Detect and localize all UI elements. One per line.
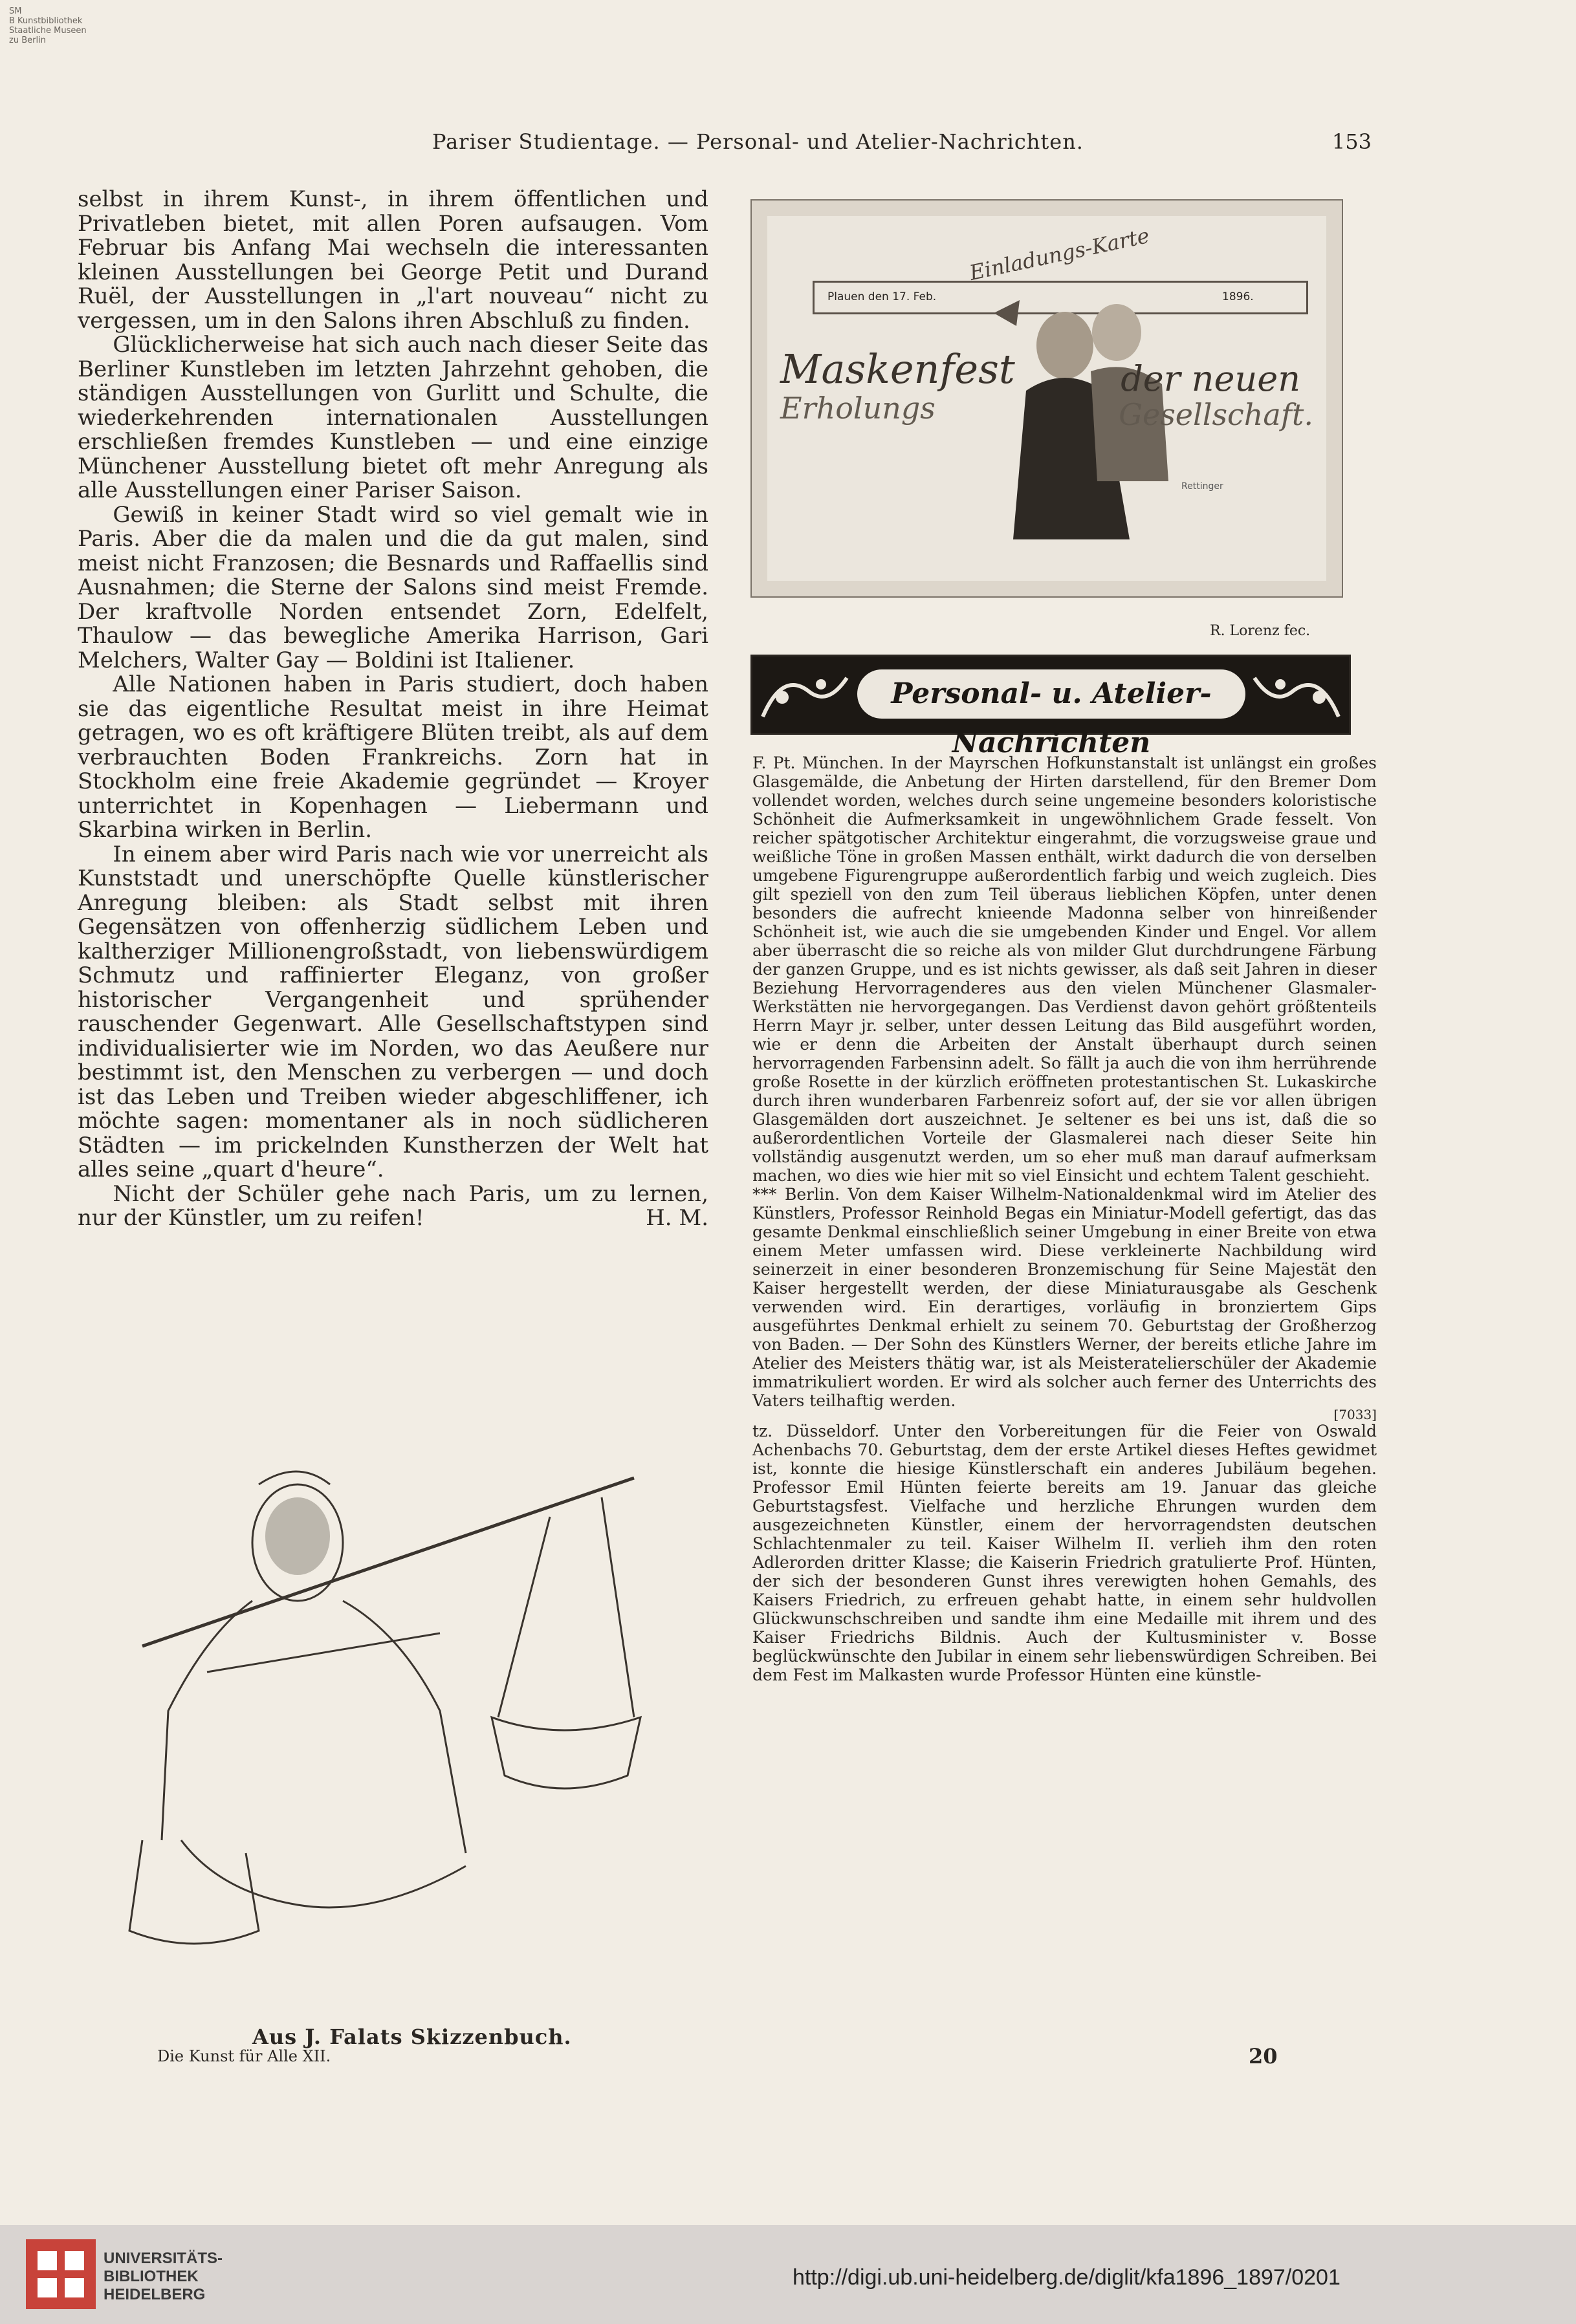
journal-footer: Die Kunst für Alle XII. (157, 2047, 331, 2065)
card-left-line1: Maskenfest (780, 345, 1015, 393)
running-head (78, 129, 1372, 155)
illustration-caption: Aus J. Falats Skizzenbuch. (252, 2025, 572, 2049)
library-stamp: SM B Kunstbibliothek Staatliche Museen zu Berlin (9, 6, 87, 45)
news-item-duesseldorf: tz. Düsseldorf. Unter den Vorbereitungen für die Feier von Oswald Achenbachs 70. Geburtstag, dem der erste Artikel dieses Heftes gewidmet ist, konnte die hiesige Künstlerschaft ein anderes Jubiläum begehen. Professor Emil Hünten feierte bereits am 19. Januar das gleiche Geburtstagsfest. Vielfache und herzliche Ehrungen wurden dem ausgezeichneten Künstler, einem der hervorragendsten deutschen Schlachtenmaler zu teil. Kaiser Wilhelm II. verlieh ihm den roten Adlerorden dritter Klasse; die Kaiserin Friedrich gratulierte Prof. Hünten, der sich der besonderen Gunst ihres verewigten hohen Gemahls, des Kaisers Friedrich, zu erfreuen gehabt hatte, in einem sehr huldvollen Glückwunschschreiben und sandte ihm eine Medaille mit ihrem und des Kaiser Friedrichs Bildnis. Auch der Kultusminister v. Bosse beglückwünschte den Jubilar in einem sehr liebenswürdigen Schreiben. Bei dem Fest im Malkasten wurde Professor Hünten eine künstle- (752, 1422, 1377, 1684)
card-small-signature: Rettinger (1181, 481, 1223, 492)
card-right-line1: der neuen (1121, 358, 1300, 399)
author-signature: H. M. (646, 1205, 708, 1231)
running-title: Pariser Studientage. — Personal- und Atelier-Nachrichten. (432, 129, 1084, 154)
page-number: 153 (1331, 129, 1372, 154)
news-item-berlin: *** Berlin. Von dem Kaiser Wilhelm-Nationaldenkmal wird im Atelier des Künstlers, Professor Reinhold Begas ein Miniatur-Modell gefertigt, das das gesamte Denkmal einschließlich seiner Umgebung in einer Breite von etwa einem Meter umfassen wird. Diese verkleinerte Nachbildung wird seinerzeit in einer besonderen Bronzemischung für Seine Majestät den Kaiser hergestellt werden, der diese Miniaturausgabe als Geschenk verwenden wird. Ein derartiges, vorläufig in bronziertem Gips ausgeführtes Denkmal erhielt zu seinem 70. Geburtstag der Großherzog von Baden. — Der Sohn des Künstlers Werner, der bereits etliche Jahre im Atelier des Meisters thätig war, ist als Meisteratelierschüler der Akademie immatrikuliert worden. Er wird als solcher auch ferner des Unterrichts des Vaters teilhaftig werden. (752, 1185, 1377, 1410)
section-banner (750, 655, 1351, 759)
sketch-water-carrier-illustration (104, 1439, 673, 2008)
card-right-line2: Gesellschaft. (1119, 397, 1313, 432)
signature-mark: 20 (1249, 2044, 1278, 2069)
paragraph: Alle Nationen haben in Paris studiert, doch haben sie das eigentliche Resultat meist in ihre Heimat getragen, wo es oft kräftigere Blüten treibt, als auf dem verbrauchten Boden Frankreichs. Zorn hat in Stockholm eine freie Akademie gegründet — Kroyer unterrichtet in Kopenhagen — Liebermann und Skarbina wirken in Berlin. (78, 671, 708, 843)
banner-ornament-right (1248, 658, 1345, 731)
card-credit: R. Lorenz fec. (1210, 623, 1311, 639)
invitation-card-illustration (750, 199, 1343, 598)
card-ornament-title: Einladungs-Karte (967, 223, 1152, 286)
news-item-muenchen: F. Pt. München. In der Mayrschen Hofkunstanstalt ist unlängst ein großes Glasgemälde, die Anbetung der Hirten darstellend, für den Bremer Dom vollendet worden, welches durch seine ungemeine besonders koloristische Schönheit die Aufmerksamkeit in ungewöhnlichem Grade fesselt. Von reicher spätgotischer Architektur eingerahmt, die vorzugsweise graue und weißliche Töne in großen Massen enthält, wirkt dadurch die von derselben umgebene Figurengruppe außerordentlich farbig und weich zugleich. Dies gilt speziell von den zum Teil überaus lieblichen Köpfen, unter denen besonders die aufrecht knieende Madonna selber von hinreißender Schönheit ist, wie auch die sie umgebenden Kinder und Engel. Vor allem aber überrascht die so reiche als von milder Glut durchdrungene Färbung der ganzen Gruppe, und es ist nichts gewisser, als daß seit Jahren in dieser Beziehung Hervorragenderes aus den vielen Münchener Glasmaler-Werkstätten nie hervorgegangen. Das Verdienst davon gehört größtenteils Herrn Mayr jr. selber, unter dessen Leitung das Bild ausgeführt worden, wie er denn die Arbeiten der Anstalt überhaupt durch seinen hervorragenden Farbensinn adelt. So fällt ja auch die von ihm herrührende große Rosette in der kürzlich eröffneten protestantischen St. Lukaskirche durch ihren wunderbaren Farbenreiz sofort auf, der sie vor allen übrigen Glasgemälden dort auszeichnet. Je seltener es bei uns ist, daß die so außerordentlichen Vorteile der Glasmalerei nach dieser Seite hin vollständig ausgenutzt werden, um so eher muß man darauf aufmerksam machen, wo dies wie hier mit so viel Einsicht und echtem Talent geschieht. (752, 754, 1377, 1185)
closing-sentence: Nicht der Schüler gehe nach Paris, um zu lernen, nur der Künstler, um zu reifen! (78, 1180, 708, 1231)
item-code: [7033] (1333, 1407, 1377, 1422)
banner-title: Personal- u. Atelier-Nachrichten (857, 669, 1245, 719)
card-left-line2: Erholungs (780, 391, 936, 426)
right-column (752, 754, 1377, 1684)
library-footer-bar (0, 2225, 1576, 2324)
card-date-right: 1896. (1222, 290, 1254, 303)
paragraph: Glücklicherweise hat sich auch nach dieser Seite das Berliner Kunstleben im letzten Jahrzehnt gehoben, die ständigen Ausstellungen von Gurlitt und Schulte, die wiederkehrenden internationalen Ausstellungen erschließen fremdes Kunstleben — und eine einzige Münchener Ausstellung bietet oft mehr Anregung als alle Ausstellungen einer Pariser Saison. (78, 332, 708, 503)
left-column (78, 188, 708, 1231)
banner-ornament-left (756, 658, 853, 731)
card-date-left: Plauen den 17. Feb. (827, 290, 937, 303)
paragraph: selbst in ihrem Kunst-, in ihrem öffentlichen und Privatleben bietet, mit allen Poren aufsaugen. Vom Februar bis Anfang Mai wechseln die interessanten kleinen Ausstellungen bei George Petit und Durand Ruël, der Ausstellungen in „l'art nouveau“ nicht zu vergessen, um in den Salons ihren Abschluß zu finden. (78, 186, 708, 334)
paragraph: In einem aber wird Paris nach wie vor unerreicht als Kunststadt und unerschöpfte Quelle künstlerischer Anregung bleiben: als Stadt selbst mit ihren Gegensätzen von offenherzig südlichem Leben und kaltherziger Millionengroßstadt, von liebenswürdigem Schmutz und raffinierter Eleganz, von großer historischer Vergangenheit und sprühender rauschender Gegenwart. Alle Gesellschaftstypen sind individualisierter wie im Norden, wo das Aeußere nur bestimmt ist, den Menschen zu verbergen — und doch ist das Leben und Treiben wieder abgeschliffener, ich möchte sagen: momentaner als in noch südlicheren Städten — im prickelnden Kunstherzen der Welt hat alles seine „quart d'heure“. (78, 841, 708, 1182)
permalink-url[interactable]: http://digi.ub.uni-heidelberg.de/diglit/kfa1896_1897/0201 (793, 2265, 1341, 2290)
university-library-logo (26, 2239, 96, 2309)
library-name: UNIVERSITÄTS- BIBLIOTHEK HEIDELBERG (104, 2250, 223, 2303)
paragraph-last (78, 1182, 708, 1231)
paragraph: Gewiß in keiner Stadt wird so viel gemalt wie in Paris. Aber die da malen und die da gut malen, sind meist nicht Franzosen; die Besnards und Raffaellis sind Ausnahmen; die Sterne der Salons sind meist Fremde. Der kraftvolle Norden entsendet Zorn, Edelfelt, Thaulow — das bewegliche Amerika Harrison, Gari Melchers, Walter Gay — Boldini ist Italiener. (78, 501, 708, 673)
